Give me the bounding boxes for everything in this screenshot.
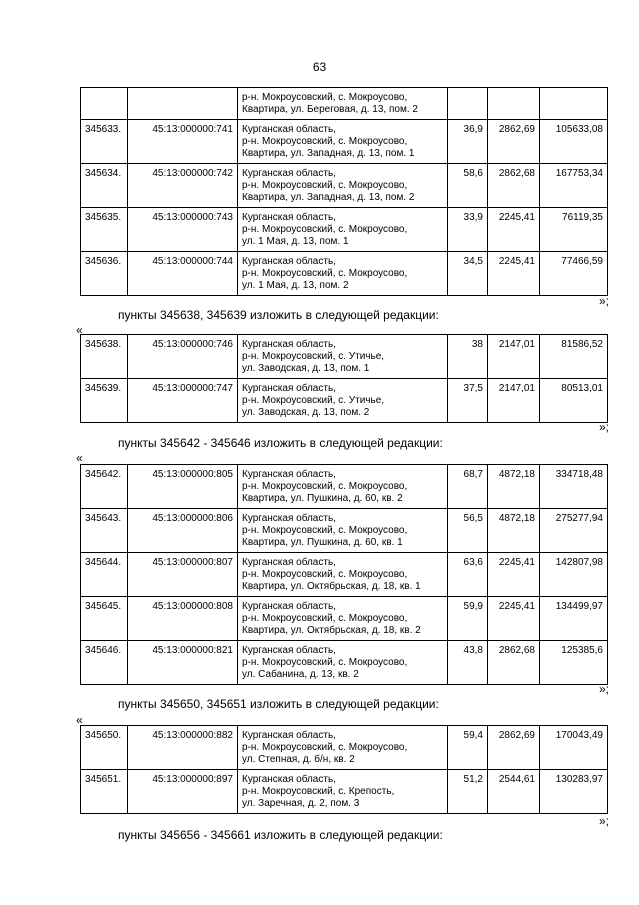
table-row: [81, 465, 608, 509]
area-cell: 56,5: [448, 509, 488, 553]
price-cell: 2544,61: [488, 770, 540, 814]
row-number: 345635.: [81, 208, 128, 252]
cadastral-number: 45:13:000000:746: [128, 335, 238, 379]
address-line: ул. Степная, д. б/н, кв. 2: [242, 754, 355, 765]
address-line: р-н. Мокроусовский, с. Утичье,: [242, 395, 385, 406]
closing-quote: »;: [598, 294, 609, 308]
area-cell: 36,9: [448, 120, 488, 164]
address-cell: [238, 208, 448, 252]
price-cell: 2147,01: [488, 335, 540, 379]
table-row: [81, 379, 608, 423]
address-cell: [238, 379, 448, 423]
area-cell: [448, 88, 488, 120]
area-cell: 51,2: [448, 770, 488, 814]
price-cell: 2862,69: [488, 726, 540, 770]
address-line: Курганская область,: [242, 212, 336, 223]
cadastral-number: 45:13:000000:897: [128, 770, 238, 814]
address-line: Курганская область,: [242, 383, 336, 394]
price-cell: 2862,69: [488, 120, 540, 164]
row-number: 345633.: [81, 120, 128, 164]
address-line: р-н. Мокроусовский, с. Мокроусово,: [242, 92, 408, 103]
address-line: р-н. Мокроусовский, с. Мокроусово,: [242, 657, 408, 668]
address-line: Квартира, ул. Пушкина, д. 60, кв. 2: [242, 493, 403, 504]
price-cell: 2245,41: [488, 252, 540, 296]
price-cell: 2147,01: [488, 379, 540, 423]
area-cell: 34,5: [448, 252, 488, 296]
address-line: р-н. Мокроусовский, с. Мокроусово,: [242, 569, 408, 580]
cadastral-number: 45:13:000000:805: [128, 465, 238, 509]
registry-table-1: [80, 87, 608, 296]
cadastral-number: 45:13:000000:882: [128, 726, 238, 770]
cadastral-number: 45:13:000000:744: [128, 252, 238, 296]
address-cell: [238, 509, 448, 553]
address-line: Курганская область,: [242, 339, 336, 350]
area-cell: 59,4: [448, 726, 488, 770]
value-cell: 170043,49: [540, 726, 608, 770]
table-row: [81, 252, 608, 296]
table-row: [81, 164, 608, 208]
area-cell: 58,6: [448, 164, 488, 208]
price-cell: [488, 88, 540, 120]
price-cell: 4872,18: [488, 509, 540, 553]
address-line: Квартира, ул. Октябрьская, д. 18, кв. 2: [242, 625, 421, 636]
address-cell: [238, 120, 448, 164]
closing-quote: »;: [598, 682, 609, 696]
value-cell: 77466,59: [540, 252, 608, 296]
address-line: Курганская область,: [242, 557, 336, 568]
address-line: Квартира, ул. Пушкина, д. 60, кв. 1: [242, 537, 403, 548]
address-line: Квартира, ул. Западная, д. 13, пом. 2: [242, 192, 415, 203]
cadastral-number: 45:13:000000:743: [128, 208, 238, 252]
area-cell: 68,7: [448, 465, 488, 509]
address-line: ул. Заводская, д. 13, пом. 2: [242, 407, 370, 418]
closing-quote: »;: [598, 814, 609, 828]
table-row: [81, 88, 608, 120]
closing-quote: »;: [598, 420, 609, 434]
address-line: р-н. Мокроусовский, с. Мокроусово,: [242, 224, 408, 235]
row-number: 345644.: [81, 553, 128, 597]
cadastral-number: 45:13:000000:821: [128, 641, 238, 685]
area-cell: 43,8: [448, 641, 488, 685]
registry-table-3: [80, 464, 608, 685]
value-cell: 105633,08: [540, 120, 608, 164]
value-cell: [540, 88, 608, 120]
address-line: р-н. Мокроусовский, с. Мокроусово,: [242, 613, 408, 624]
opening-quote: «: [76, 323, 83, 337]
address-cell: [238, 597, 448, 641]
address-line: Курганская область,: [242, 168, 336, 179]
opening-quote: «: [76, 713, 83, 727]
value-cell: 134499,97: [540, 597, 608, 641]
row-number: 345650.: [81, 726, 128, 770]
address-cell: [238, 88, 448, 120]
address-cell: [238, 641, 448, 685]
area-cell: 38: [448, 335, 488, 379]
address-line: Курганская область,: [242, 601, 336, 612]
table-row: [81, 120, 608, 164]
price-cell: 2245,41: [488, 553, 540, 597]
row-number: 345634.: [81, 164, 128, 208]
address-line: р-н. Мокроусовский, с. Мокроусово,: [242, 481, 408, 492]
address-cell: [238, 164, 448, 208]
row-number: 345639.: [81, 379, 128, 423]
table-row: [81, 726, 608, 770]
page-number: 63: [312, 60, 327, 74]
table-row: [81, 770, 608, 814]
cadastral-number: 45:13:000000:747: [128, 379, 238, 423]
price-cell: 2245,41: [488, 208, 540, 252]
cadastral-number: 45:13:000000:806: [128, 509, 238, 553]
address-cell: [238, 553, 448, 597]
address-line: Квартира, ул. Береговая, д. 13, пом. 2: [242, 104, 418, 115]
amendment-paragraph: пункты 345656 - 345661 изложить в следующей редакции:: [118, 828, 443, 842]
address-cell: [238, 335, 448, 379]
address-line: Курганская область,: [242, 730, 336, 741]
value-cell: 334718,48: [540, 465, 608, 509]
table-row: [81, 509, 608, 553]
value-cell: 275277,94: [540, 509, 608, 553]
address-cell: [238, 252, 448, 296]
address-line: Курганская область,: [242, 774, 336, 785]
table-row: [81, 335, 608, 379]
address-line: р-н. Мокроусовский, с. Мокроусово,: [242, 180, 408, 191]
row-number: 345643.: [81, 509, 128, 553]
address-line: Квартира, ул. Октябрьская, д. 18, кв. 1: [242, 581, 421, 592]
address-line: р-н. Мокроусовский, с. Утичье,: [242, 351, 385, 362]
value-cell: 167753,34: [540, 164, 608, 208]
area-cell: 59,9: [448, 597, 488, 641]
row-number: 345651.: [81, 770, 128, 814]
address-line: ул. 1 Мая, д. 13, пом. 1: [242, 236, 349, 247]
address-line: Курганская область,: [242, 469, 336, 480]
cadastral-number: 45:13:000000:741: [128, 120, 238, 164]
value-cell: 142807,98: [540, 553, 608, 597]
address-cell: [238, 726, 448, 770]
value-cell: 81586,52: [540, 335, 608, 379]
row-number: 345646.: [81, 641, 128, 685]
registry-table-4: [80, 725, 608, 814]
price-cell: 2862,68: [488, 641, 540, 685]
value-cell: 125385,6: [540, 641, 608, 685]
value-cell: 130283,97: [540, 770, 608, 814]
address-line: Курганская область,: [242, 645, 336, 656]
opening-quote: «: [76, 451, 83, 465]
address-line: ул. Сабанина, д. 13, кв. 2: [242, 669, 359, 680]
amendment-paragraph: пункты 345650, 345651 изложить в следующей редакции:: [118, 697, 439, 711]
amendment-paragraph: пункты 345638, 345639 изложить в следующей редакции:: [118, 308, 439, 322]
address-line: ул. Заречная, д. 2, пом. 3: [242, 798, 360, 809]
value-cell: 76119,35: [540, 208, 608, 252]
area-cell: 33,9: [448, 208, 488, 252]
address-cell: [238, 465, 448, 509]
registry-table-2: [80, 334, 608, 423]
address-cell: [238, 770, 448, 814]
address-line: р-н. Мокроусовский, с. Мокроусово,: [242, 742, 408, 753]
address-line: р-н. Мокроусовский, с. Мокроусово,: [242, 525, 408, 536]
address-line: ул. 1 Мая, д. 13, пом. 2: [242, 280, 349, 291]
row-number: 345642.: [81, 465, 128, 509]
address-line: р-н. Мокроусовский, с. Крепость,: [242, 786, 395, 797]
cadastral-number: 45:13:000000:808: [128, 597, 238, 641]
row-number: [81, 88, 128, 120]
amendment-paragraph: пункты 345642 - 345646 изложить в следующей редакции:: [118, 436, 443, 450]
address-line: Квартира, ул. Западная, д. 13, пом. 1: [242, 148, 415, 159]
row-number: 345638.: [81, 335, 128, 379]
table-row: [81, 641, 608, 685]
price-cell: 2245,41: [488, 597, 540, 641]
price-cell: 2862,68: [488, 164, 540, 208]
value-cell: 80513,01: [540, 379, 608, 423]
row-number: 345645.: [81, 597, 128, 641]
cadastral-number: 45:13:000000:807: [128, 553, 238, 597]
price-cell: 4872,18: [488, 465, 540, 509]
cadastral-number: 45:13:000000:742: [128, 164, 238, 208]
address-line: ул. Заводская, д. 13, пом. 1: [242, 363, 370, 374]
area-cell: 63,6: [448, 553, 488, 597]
area-cell: 37,5: [448, 379, 488, 423]
address-line: р-н. Мокроусовский, с. Мокроусово,: [242, 268, 408, 279]
address-line: р-н. Мокроусовский, с. Мокроусово,: [242, 136, 408, 147]
row-number: 345636.: [81, 252, 128, 296]
table-row: [81, 553, 608, 597]
cadastral-number: [128, 88, 238, 120]
table-row: [81, 597, 608, 641]
address-line: Курганская область,: [242, 256, 336, 267]
address-line: Курганская область,: [242, 513, 336, 524]
table-row: [81, 208, 608, 252]
address-line: Курганская область,: [242, 124, 336, 135]
